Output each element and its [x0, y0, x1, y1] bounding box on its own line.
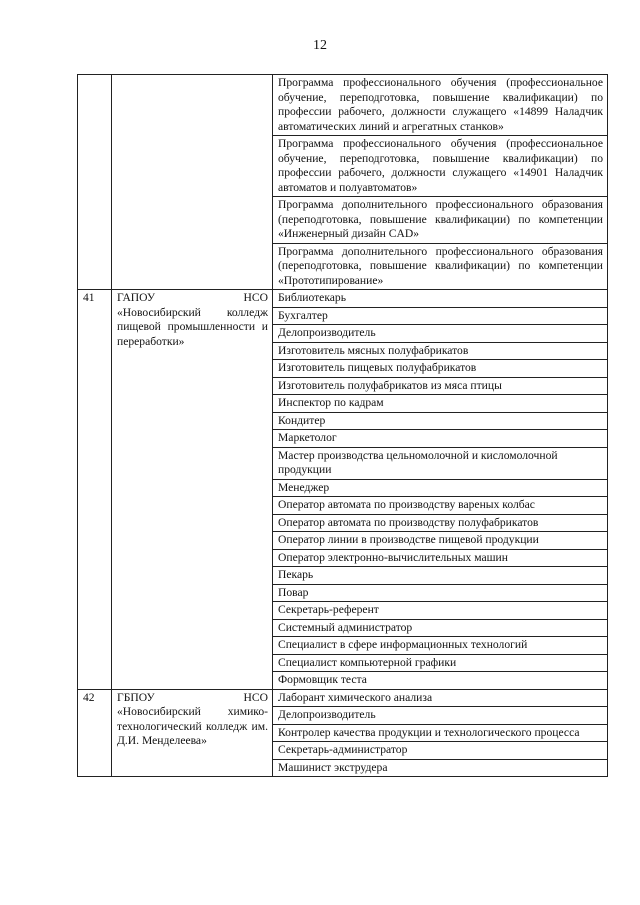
- table-row: [78, 290, 608, 308]
- organization-type: ГБПОУ: [117, 690, 155, 704]
- program-cell: Программа дополнительного профессионального образования (переподготовка, повышение квалификации) по компетенции «Прототипирование»: [273, 243, 608, 290]
- program-cell: Оператор электронно-вычислительных машин: [273, 549, 608, 567]
- program-cell: Мастер производства цельномолочной и кисломолочной продукции: [273, 447, 608, 479]
- program-cell: Инспектор по кадрам: [273, 395, 608, 413]
- program-cell: Программа профессионального обучения (профессиональное обучение, переподготовка, повышение квалификации) по профессии рабочего, должности служащего «14901 Наладчик автоматов и полуавтоматов»: [273, 136, 608, 197]
- program-cell: Делопроизводитель: [273, 325, 608, 343]
- table-row: [78, 75, 608, 136]
- program-cell: Менеджер: [273, 479, 608, 497]
- program-cell: Программа профессионального обучения (профессиональное обучение, переподготовка, повышение квалификации) по профессии рабочего, должности служащего «14899 Наладчик автоматических линий и агрегатных станков»: [273, 75, 608, 136]
- organization-region: НСО: [243, 690, 268, 704]
- page-number: 12: [313, 38, 327, 53]
- organization-region: НСО: [243, 291, 268, 304]
- organization-name: «Новосибирский химико-технологический колледж им. Д.И. Менделеева»: [117, 705, 268, 747]
- program-cell: Формовщик теста: [273, 672, 608, 690]
- organization-cell: [112, 75, 273, 290]
- program-cell: Контролер качества продукции и технологического процесса: [273, 724, 608, 742]
- program-cell: Секретарь-администратор: [273, 742, 608, 760]
- organization-name: «Новосибирский колледж пищевой промышленности и переработки»: [117, 305, 268, 348]
- row-number: 42: [78, 689, 112, 777]
- program-cell: Делопроизводитель: [273, 707, 608, 725]
- program-cell: Машинист экструдера: [273, 759, 608, 777]
- program-cell: Повар: [273, 584, 608, 602]
- program-cell: Секретарь-референт: [273, 602, 608, 620]
- organization-type-line: [117, 291, 268, 306]
- program-cell: Пекарь: [273, 567, 608, 585]
- program-cell: Изготовитель полуфабрикатов из мяса птицы: [273, 377, 608, 395]
- program-cell: Оператор линии в производстве пищевой продукции: [273, 532, 608, 550]
- program-cell: Специалист в сфере информационных технологий: [273, 637, 608, 655]
- row-number: [78, 75, 112, 290]
- programs-table: [77, 74, 608, 777]
- program-cell: Лаборант химического анализа: [273, 689, 608, 707]
- organization-type: ГАПОУ: [117, 291, 156, 304]
- program-cell: Программа дополнительного профессионального образования (переподготовка, повышение квалификации) по компетенции «Инженерный дизайн CAD»: [273, 197, 608, 244]
- organization-type-line: [117, 691, 268, 706]
- program-cell: Библиотекарь: [273, 290, 608, 308]
- program-cell: Системный администратор: [273, 619, 608, 637]
- program-cell: Изготовитель пищевых полуфабрикатов: [273, 360, 608, 378]
- program-cell: Кондитер: [273, 412, 608, 430]
- program-cell: Изготовитель мясных полуфабрикатов: [273, 342, 608, 360]
- program-cell: Оператор автомата по производству полуфабрикатов: [273, 514, 608, 532]
- program-cell: Оператор автомата по производству вареных колбас: [273, 497, 608, 515]
- row-number: 41: [78, 290, 112, 690]
- organization-cell: [112, 290, 273, 690]
- table-row: [78, 689, 608, 707]
- program-cell: Маркетолог: [273, 430, 608, 448]
- program-cell: Специалист компьютерной графики: [273, 654, 608, 672]
- program-cell: Бухгалтер: [273, 307, 608, 325]
- organization-cell: [112, 689, 273, 777]
